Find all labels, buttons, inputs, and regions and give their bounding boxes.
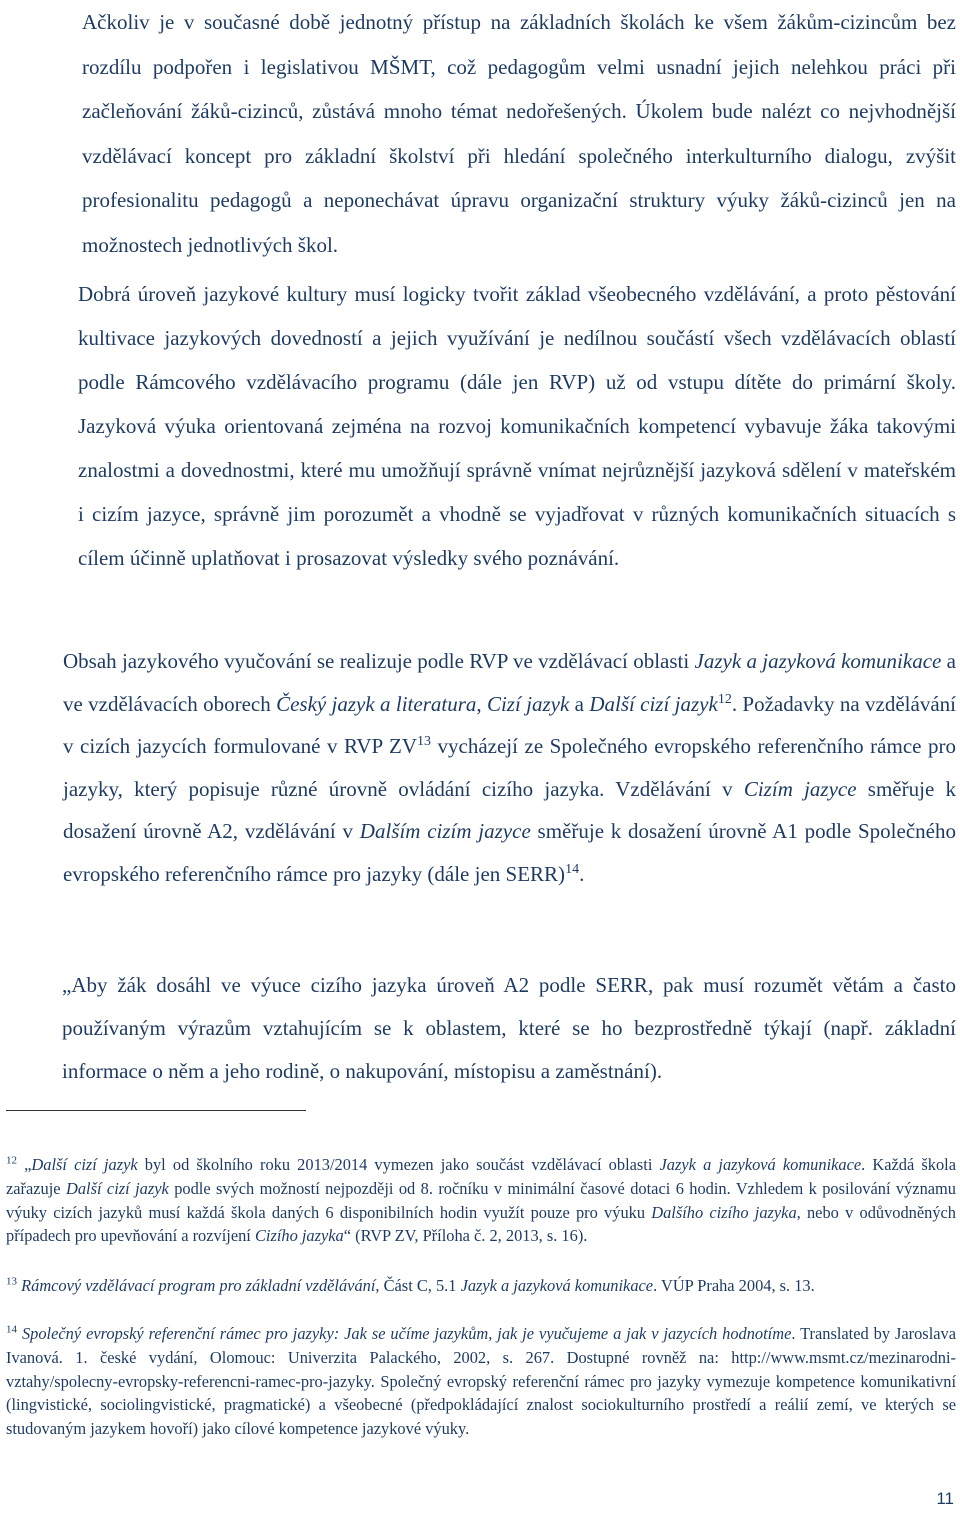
italic-term: Jazyk a jazyková komunikace (659, 1155, 862, 1174)
text-segment: Obsah jazykového vyučování se realizuje podle RVP ve vzdělávací oblasti (63, 649, 695, 673)
text-segment: . Translated by Jaroslava Ivanová. 1. české vydání, Olomouc: Univerzita Palackého, 2002, s. 267. Dostupné rovněž na: http://www.msmt.cz/mezinarodni-vztahy/spolecny-evropsky-referencni-ramec-pro-jazyky. Společný evropský referenční rámec pro jazyky vymezuje kompetence komunikativní (lingvistické, sociolingvistické, pragmatické) a všeobecné (předpokládající znalost sociokulturního prostředí a reálií zemí, ve kterých se studovaným jazykem hovoří) jako cílové kompetence jazykové výuky. (6, 1324, 956, 1439)
footnote-ref-14[interactable]: 14 (565, 861, 580, 877)
text-segment: . (579, 861, 585, 886)
footnote-number: 13 (6, 1275, 17, 1288)
italic-term: Cizím jazyce (743, 776, 857, 801)
text-segment: vycházejí ze Společného evropského referenčního rámce pro jazyky, který popisuje různé úrovně ovládání cizího jazyka. Vzdělávání v (63, 734, 956, 801)
footnote-number: 14 (6, 1323, 17, 1336)
text-segment: , nebo v odůvodněných případech pro upevňování a rozvíjení (6, 1202, 956, 1246)
text-segment: podle svých možností nejpozději od 8. ročníku v minimální časové dotaci 6 hodin. Vzhledem k posilování významu výuky cizích jazyků musí každá škola daných 6 disponibilních hodin využít pouze pro výuku (6, 1178, 956, 1222)
footnote-ref-13[interactable]: 13 (416, 734, 431, 749)
footnote-ref-12[interactable]: 12 (717, 691, 732, 707)
text-segment: směřuje k dosažení úrovně A1 podle Společného evropského referenčního rámce pro jazyky (dále jen SERR) (63, 819, 956, 886)
text-segment: „ (17, 1155, 32, 1174)
italic-term: Cizího jazyka (254, 1226, 344, 1246)
italic-term: Společný evropský referenční rámec pro jazyky: Jak se učíme jazykům, jak je vyučujeme a jak v jazycích hodnotíme (21, 1324, 792, 1343)
italic-term: Další cizí jazyk (66, 1178, 169, 1198)
italic-term: Cizí jazyk (486, 691, 570, 716)
text-segment: “ (RVP ZV, Příloha č. 2, 2013, s. 16). (343, 1226, 588, 1246)
page-number: 11 (936, 1489, 954, 1508)
italic-term: Dalšího cizího jazyka (651, 1202, 797, 1222)
text-segment: , (476, 691, 487, 716)
footnote-12 (6, 1153, 956, 1248)
paragraph-text: Ačkoliv je v současné době jednotný přístup na základních školách ke všem žákům-cizincům bez rozdílu podpořen i legislativou MŠMT, což pedagogům velmi usnadní jejich nelehkou práci při začleňování žáků-cizinců, zůstává mnoho témat nedořešených. Úkolem bude nalézt co nejvhodnější vzdělávací koncept pro základní školství při hledání společného interkulturního dialogu, zvýšit profesionalitu pedagogů a neponechávat úpravu organizační struktury výuky žáků-cizinců jen na možnostech jednotlivých škol. (82, 10, 956, 257)
paragraph-text: Dobrá úroveň jazykové kultury musí logicky tvořit základ všeobecného vzdělávání, a proto pěstování kultivace jazykových dovedností a jejich využívání je nedílnou součástí všech vzdělávacích oblastí podle Rámcového vzdělávacího programu (dále jen RVP) už od vstupu dítěte do primární školy. Jazyková výuka orientovaná zejména na rozvoj komunikačních kompetencí vybavuje žáka takovými znalostmi a dovednostmi, které mu umožňují správně vnímat nejrůznější jazyková sdělení v mateřském i cizím jazyce, správně jim porozumět a vhodně se vyjadřovat v různých komunikačních situacích s cílem účinně uplatňovat i prosazovat výsledky svého poznávání. (78, 282, 956, 570)
footnote-14 (6, 1322, 956, 1441)
text-segment: směřuje k dosažení úrovně A2, vzdělávání v (63, 776, 957, 843)
italic-term: Další cizí jazyk (589, 691, 718, 716)
italic-term: Jazyk a jazyková komunikace (460, 1276, 654, 1295)
footnote-separator (6, 1110, 306, 1111)
italic-term: Dalším cizím jazyce (359, 819, 531, 843)
paragraph-integration (6, 0, 956, 267)
paragraph-quote-a2 (6, 964, 956, 1093)
text-segment: a (569, 691, 590, 716)
text-segment: , Část C, 5.1 (375, 1276, 461, 1295)
paragraph-language-teaching (6, 640, 956, 895)
footnote-13 (6, 1274, 956, 1298)
paragraph-language-culture (6, 272, 956, 580)
text-segment: byl od školního roku 2013/2014 vymezen jako součást vzdělávací oblasti (137, 1155, 660, 1174)
quote-text: „Aby žák dosáhl ve výuce cizího jazyka úroveň A2 podle SERR, pak musí rozumět větám a často používaným výrazům vztahujícím se k oblastem, které se ho bezprostředně týkají (např. základní informace o něm a jeho rodině, o nakupování, místopisu a zaměstnání). (62, 973, 956, 1083)
italic-term: Český jazyk a literatura (276, 691, 477, 716)
text-segment: a ve vzdělávacích oborech (63, 649, 956, 716)
footnote-number: 12 (6, 1154, 17, 1167)
italic-term: Rámcový vzdělávací program pro základní vzdělávání (21, 1276, 376, 1295)
italic-term: Další cizí jazyk (31, 1155, 138, 1174)
italic-term: Jazyk a jazyková komunikace (694, 649, 942, 673)
text-segment: . Každá škola zařazuje (6, 1155, 956, 1198)
text-segment: . VÚP Praha 2004, s. 13. (653, 1276, 815, 1295)
text-segment: . Požadavky na vzdělávání v cizích jazycích formulované v RVP ZV (63, 691, 956, 758)
